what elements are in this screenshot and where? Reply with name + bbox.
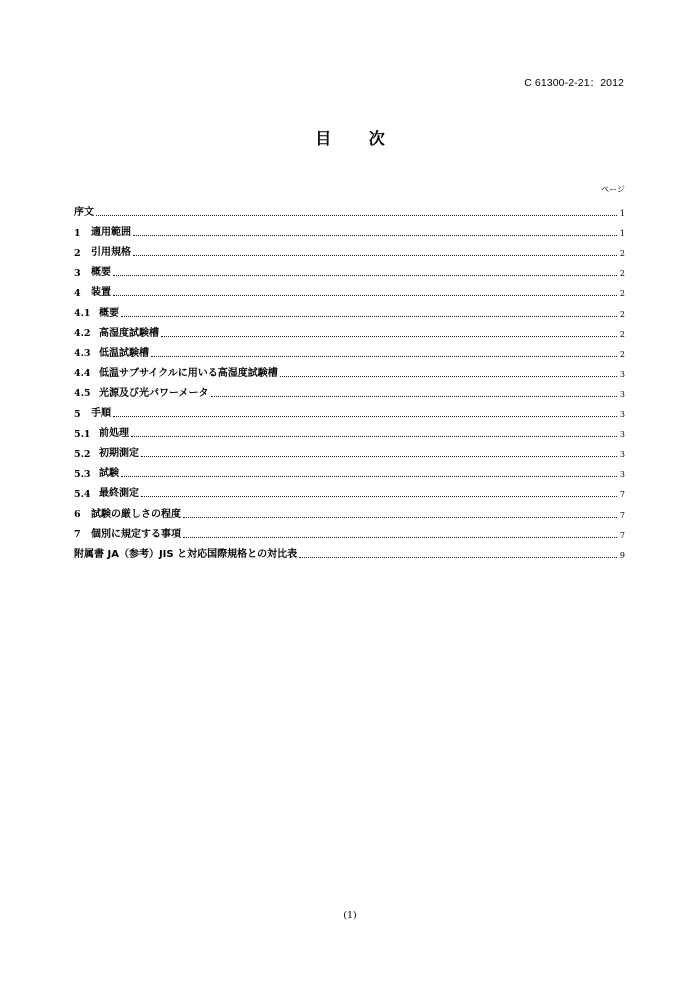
toc-entry[interactable] — [74, 218, 625, 238]
toc-entry-label: 個別に規定する事項 — [91, 528, 181, 540]
toc-entry-number: 5.1 — [74, 428, 91, 440]
toc-entry-page: 2 — [619, 329, 625, 339]
toc-entry-number: 2 — [74, 247, 81, 259]
toc-entry-page: 3 — [619, 430, 625, 440]
page-title: 目 次 — [315, 129, 401, 148]
toc-entry[interactable] — [74, 419, 625, 439]
toc-entry-number: 5.2 — [74, 448, 91, 460]
toc-entry-page: 2 — [619, 289, 625, 299]
toc-entry-number: 5.4 — [74, 488, 91, 500]
toc-entry-number: 4.3 — [74, 348, 91, 360]
toc-entry-label: 高湿度試験槽 — [99, 327, 159, 339]
toc-entry-number: 4.4 — [74, 368, 91, 380]
toc-entry[interactable] — [74, 540, 625, 560]
toc-entry-label: 光源及び光パワーメータ — [99, 387, 209, 399]
toc-entry[interactable] — [74, 278, 625, 298]
toc-entry-number: 6 — [74, 509, 81, 520]
dot-leader — [183, 517, 617, 518]
dot-leader — [113, 295, 617, 296]
toc-entry-number: 5.3 — [74, 468, 91, 480]
toc-entry[interactable] — [74, 359, 625, 379]
toc-entry-number: 4.5 — [74, 388, 91, 400]
toc-entry-number: 4.2 — [74, 328, 91, 340]
toc-entry-page: 1 — [619, 209, 625, 219]
toc-entry-page: 3 — [619, 470, 625, 480]
toc-entry-label: 適用範囲 — [91, 227, 131, 239]
toc-entry-page: 2 — [619, 249, 625, 259]
toc-entry-label: 概要 — [99, 307, 119, 319]
page-column-label: ページ — [601, 185, 625, 194]
toc-entry[interactable] — [74, 459, 625, 479]
dot-leader — [299, 557, 617, 558]
dot-leader — [121, 476, 617, 477]
dot-leader — [131, 436, 617, 437]
toc-entry[interactable] — [74, 399, 625, 419]
toc-entry-page: 2 — [619, 269, 625, 279]
toc-entry-label: 低温サブサイクルに用いる高湿度試験槽 — [99, 367, 278, 379]
toc-entry-page: 2 — [619, 309, 625, 319]
toc-entry[interactable] — [74, 379, 625, 399]
toc-entry-page: 2 — [619, 349, 625, 359]
toc-entry-label: 手順 — [91, 408, 111, 420]
dot-leader — [96, 215, 617, 216]
toc-entry-number: 5 — [74, 408, 81, 420]
toc-entry-number: 1 — [74, 227, 81, 239]
dot-leader — [141, 456, 617, 457]
dot-leader — [183, 537, 617, 538]
toc-entry-page: 7 — [619, 490, 625, 500]
toc-entry-page: 3 — [619, 389, 625, 399]
toc-entry[interactable] — [74, 298, 625, 318]
dot-leader — [161, 336, 617, 337]
toc-entry[interactable] — [74, 499, 625, 519]
footer-page-number: (1) — [343, 910, 357, 921]
toc-entry-label: 装置 — [91, 287, 111, 299]
toc-entry-page: 7 — [619, 530, 625, 540]
toc-entry[interactable] — [74, 479, 625, 499]
toc-entry-label: 初期測定 — [99, 448, 139, 460]
toc-entry-label: 概要 — [91, 267, 111, 279]
dot-leader — [121, 316, 617, 317]
dot-leader — [113, 275, 617, 276]
dot-leader — [113, 416, 617, 417]
document-id: C 61300-2-21：2012 — [524, 77, 624, 89]
toc-entry[interactable] — [74, 439, 625, 459]
toc-entry-label: 前処理 — [99, 428, 129, 440]
toc-entry[interactable] — [74, 198, 625, 218]
toc-entry-page: 7 — [619, 510, 625, 520]
toc-entry[interactable] — [74, 339, 625, 359]
toc-entry-label: 序文 — [74, 207, 94, 219]
dot-leader — [133, 235, 617, 236]
toc-entry-page: 1 — [619, 229, 625, 239]
table-of-contents — [74, 198, 625, 560]
toc-entry-label: 最終測定 — [99, 488, 139, 500]
toc-entry[interactable] — [74, 319, 625, 339]
toc-entry-label: 引用規格 — [91, 247, 131, 259]
dot-leader — [133, 255, 617, 256]
toc-entry-number: 7 — [74, 529, 81, 541]
dot-leader — [280, 376, 617, 377]
toc-entry-number: 3 — [74, 267, 81, 279]
toc-entry-number: 4.1 — [74, 308, 91, 320]
toc-entry-page: 9 — [619, 550, 625, 560]
toc-entry[interactable] — [74, 238, 625, 258]
toc-entry-label: 試験 — [99, 468, 119, 480]
toc-entry-label: 試験の厳しさの程度 — [91, 508, 181, 520]
toc-entry-number: 4 — [74, 287, 81, 299]
toc-entry-page: 3 — [619, 369, 625, 379]
toc-entry[interactable] — [74, 520, 625, 540]
dot-leader — [141, 496, 617, 497]
toc-entry-page: 3 — [619, 450, 625, 460]
toc-entry-label: 附属書 JA（参考）JIS と対応国際規格との対比表 — [74, 548, 298, 560]
toc-entry-label: 低温試験槽 — [99, 347, 149, 359]
dot-leader — [211, 396, 618, 397]
toc-entry[interactable] — [74, 258, 625, 278]
dot-leader — [151, 356, 617, 357]
toc-entry-page: 3 — [619, 410, 625, 420]
